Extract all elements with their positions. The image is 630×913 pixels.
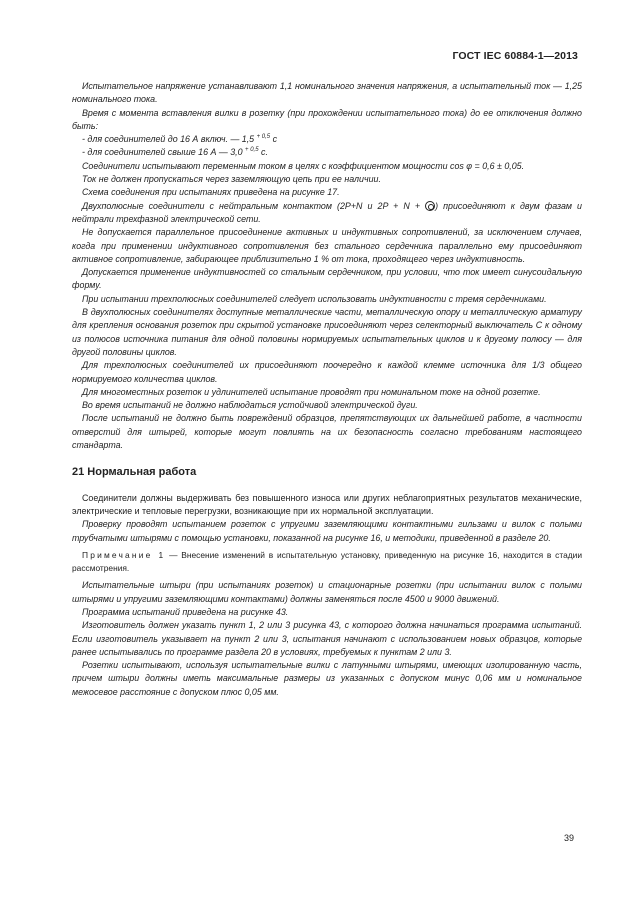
paragraph: Соединители испытывают переменным током в целях с коэффициентом мощности cos φ = 0,6 ± 0,05. — [82, 160, 525, 171]
two-pole-text-before: Двухполюсные соединители с нейтральным контактом (2P+N и 2P + N + — [82, 200, 426, 211]
earth-symbol-icon — [425, 201, 435, 211]
paragraph: После испытаний не должно быть повреждений образцов, препятствующих их дальнейшей работе, в частности отверстий для штырей, которые могут повлиять на их безопасность согласно требованиям настоящего стандарта. — [72, 413, 582, 451]
time-item-1-tolerance: + 0,5 — [256, 134, 271, 141]
paragraph: Испытательные штыри (при испытаниях розеток) и стационарные розетки (при испытании вилок с полыми штырями и упругими заземляющими контактами) должны заменяться после 4500 и 9000 движений. — [72, 580, 582, 604]
note-text: — Внесение изменений в испытательную установку, приведенную на рисунке 16, находится в стадии рассмотрения. — [72, 549, 582, 574]
paragraph: Ток не должен пропускаться через заземляющую цепь при ее наличии. — [82, 174, 381, 185]
page-body — [72, 80, 582, 699]
time-item-2-text: - для соединителей свыше 16 А — 3,0 — [82, 147, 243, 158]
paragraph: В двухполюсных соединителях доступные металлические части, металлическую опору и металлическую арматуру для крепления основания розеток при скрытой установке присоединяют через селекторный выключатель С к одному из полюсов источника питания для одной половины нормируемых испытательных циклов и к другому полюсу — для другой половины циклов. — [72, 307, 582, 357]
paragraph: Во время испытаний не должно наблюдаться устойчивой электрической дуги. — [82, 400, 418, 411]
paragraph: Для многоместных розеток и удлинителей испытание проводят при номинальном токе на одной розетке. — [82, 386, 541, 397]
time-item-1-unit: с — [270, 134, 278, 145]
time-item-2-unit: с. — [258, 147, 268, 158]
paragraph: Не допускается параллельное присоединение активных и индуктивных сопротивлений, за исключением случаев, когда при применении индуктивного сопротивления без стального сердечника параллельно ему присоединяют активное сопротивление, забирающее приблизительно 1 % от тока, проходящего через индуктивность. — [72, 227, 582, 264]
paragraph: Допускается применение индуктивностей со стальным сердечником, при условии, что ток имеет синусоидальную форму. — [72, 267, 582, 291]
paragraph: Время с момента вставления вилки в розетку (при прохождении испытательного тока) до ее отключения должно быть: — [72, 107, 582, 131]
section-check: Проверку проводят испытанием розеток с упругими заземляющими контактными гильзами и вилок с полыми трубчатыми штырями с помощью установки, показанной на рисунке 16, и методики, приведенной в разделе 20. — [72, 519, 582, 543]
time-item-2-tolerance: + 0,5 — [245, 147, 259, 154]
two-pole-text-after: ) присоединяют к двум фазам и нейтрали трехфазной электрической сети. — [72, 200, 582, 224]
paragraph: Схема соединения при испытаниях приведена на рисунке 17. — [82, 187, 340, 198]
note-label: Примечание 1 — [82, 549, 166, 560]
paragraph: При испытании трехполюсных соединителей следует использовать индуктивности с тремя сердечниками. — [82, 293, 547, 304]
paragraph: Розетки испытывают, используя испытательные вилки с латунными штырями, имеющих изолированную часть, причем штыри должны иметь максимальные размеры из указанных с допуском минус 0,06 мм и номинальное межосевое расстояние с допуском плюс 0,05 мм. — [72, 660, 582, 697]
paragraph: Программа испытаний приведена на рисунке 43. — [82, 606, 289, 617]
time-item-1 — [72, 133, 582, 146]
section-intro: Соединители должны выдерживать без повышенного износа или других неблагоприятных результатов механические, электрические и тепловые перегрузки, возникающие при их нормальной эксплуатации. — [72, 492, 582, 516]
paragraph: Для трехполюсных соединителей их присоединяют поочередно к каждой клемме источника для 1/3 общего нормируемого количества циклов. — [72, 360, 582, 384]
page-number: 39 — [563, 833, 574, 843]
time-item-1-text: - для соединителей до 16 А включ. — 1,5 — [82, 134, 255, 145]
time-item-2 — [72, 146, 582, 159]
paragraph-two-pole — [72, 200, 582, 227]
note — [72, 549, 582, 576]
paragraph: Испытательное напряжение устанавливают 1,1 номинального значения напряжения, а испытательный ток — 1,25 номинального тока. — [72, 81, 582, 105]
document-header: ГОСТ IEC 60884-1—2013 — [452, 50, 578, 62]
section-heading: 21 Нормальная работа — [72, 466, 197, 479]
paragraph: Изготовитель должен указать пункт 1, 2 или 3 рисунка 43, с которого должна начинаться программа испытаний. Если изготовитель указывает на пункт 2 или 3, испытания начинают с использованием новых образцов, которые ранее испытывались по программе раздела 20 в условиях, требуемых к пунктам 2 или 3. — [72, 620, 582, 657]
